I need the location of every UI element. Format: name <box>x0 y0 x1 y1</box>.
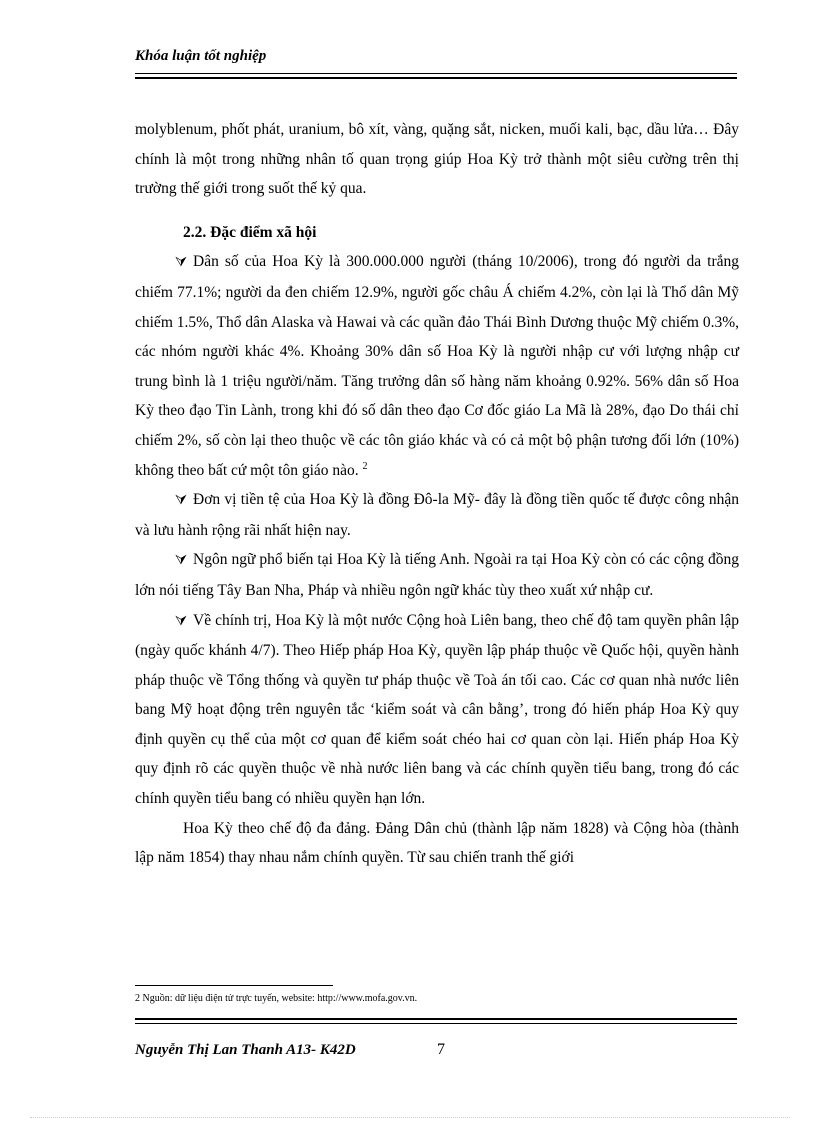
language-text: Ngôn ngữ phổ biến tại Hoa Kỳ là tiếng Anh. Ngoài ra tại Hoa Kỳ còn có các cộng đồng lớn nói tiếng Tây Ban Nha, Pháp và nhiều ngôn ngữ khác tùy theo xuất xứ nhập cư. <box>135 551 739 599</box>
politics-paragraph <box>135 606 739 814</box>
population-paragraph <box>135 247 739 485</box>
currency-paragraph <box>135 485 739 545</box>
footer-author: Nguyễn Thị Lan Thanh A13- K42D <box>135 1042 356 1058</box>
check-arrow-icon: ⮛ <box>175 613 187 629</box>
page-number: 7 <box>437 1041 445 1058</box>
currency-text: Đơn vị tiền tệ của Hoa Kỳ là đồng Đô-la Mỹ- đây là đồng tiền quốc tế được công nhận và lưu hành rộng rãi nhất hiện nay. <box>135 491 739 539</box>
page-bottom-border <box>30 1117 790 1118</box>
header-title: Khóa luận tốt nghiệp <box>135 48 267 64</box>
footer-rule-bottom <box>135 1023 737 1024</box>
footnote: 2 Nguồn: dữ liệu điện tử trực tuyến, website: http://www.mofa.gov.vn. <box>135 993 418 1004</box>
population-text: Dân số của Hoa Kỳ là 300.000.000 người (tháng 10/2006), trong đó người da trắng chiếm 77.1%; người da đen chiếm 12.9%, người gốc châu Á chiếm 4.2%, còn lại là Thổ dân Mỹ chiếm 1.5%, Thổ dân Alaska và Hawai và các quần đảo Thái Bình Dương thuộc Mỹ chiếm 0.3%, các nhóm người khác 4%. Khoảng 30% dân số Hoa Kỳ là người nhập cư với lượng nhập cư trung bình là 1 triệu người/năm. Tăng trưởng dân số hàng năm khoảng 0.92%. 56% dân số Hoa Kỳ theo đạo Tin Lành, trong khi đó số dân theo đạo Cơ đốc giáo La Mã là 28%, đạo Do thái chỉ chiếm 2%, số còn lại theo thuộc về các tôn giáo khác và có cả một bộ phận tương đối lớn (10%) không theo bất cứ một tôn giáo nào. <box>135 253 739 479</box>
language-paragraph <box>135 545 739 605</box>
footnote-separator <box>135 985 333 986</box>
politics-text: Về chính trị, Hoa Kỳ là một nước Cộng hoà Liên bang, theo chế độ tam quyền phân lập (ngày quốc khánh 4/7). Theo Hiếp pháp Hoa Kỳ, quyền lập pháp thuộc về Quốc hội, quyền hành pháp thuộc về Tổng thống và quyền tư pháp thuộc về Toà án tối cao. Các cơ quan nhà nước liên bang Mỹ hoạt động trên nguyên tắc ‘kiểm soát và cân bằng’, trong đó hiến pháp Hoa Kỳ quy định quyền cụ thể của một cơ quan để kiểm soát chéo hai cơ quan còn lại. Hiến pháp Hoa Kỳ quy định rõ các quyền thuộc về nhà nước liên bang và các chính quyền tiểu bang, trong đó các chính quyền tiểu bang có nhiều quyền hạn lớn. <box>135 611 739 808</box>
intro-paragraph: molyblenum, phốt phát, uranium, bô xít, vàng, quặng sắt, nicken, muối kali, bạc, dầu lửa… Đây chính là một trong những nhân tố quan trọng giúp Hoa Kỳ trở thành một siêu cường trên thị trường thế giới trong suốt thế kỷ qua. <box>135 121 739 198</box>
header-rule-top <box>135 73 737 74</box>
page-body <box>135 115 739 873</box>
check-arrow-icon: ⮛ <box>175 255 187 271</box>
footnote-reference[interactable]: 2 <box>362 460 368 472</box>
check-arrow-icon: ⮛ <box>175 553 187 569</box>
footer-rule-top <box>135 1018 737 1020</box>
header-rule-bottom <box>135 77 737 79</box>
section-heading: 2.2. Đặc điểm xã hội <box>183 223 317 241</box>
parties-paragraph: Hoa Kỳ theo chế độ đa đảng. Đảng Dân chủ (thành lập năm 1828) và Cộng hòa (thành lập năm 1854) thay nhau nắm chính quyền. Từ sau chiến tranh thế giới <box>135 819 739 867</box>
check-arrow-icon: ⮛ <box>175 493 187 509</box>
